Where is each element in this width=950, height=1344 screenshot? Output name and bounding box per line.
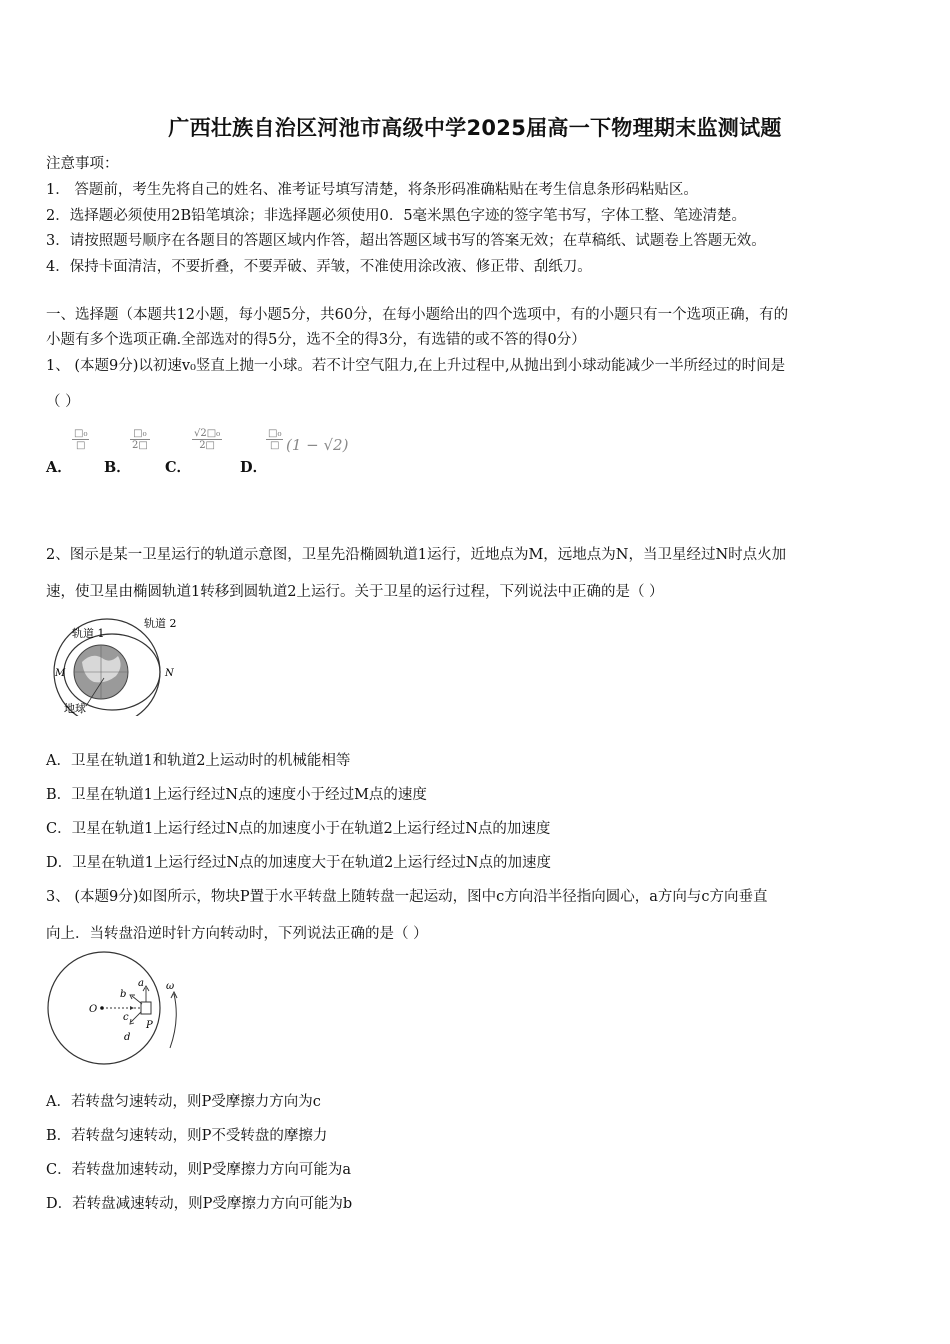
- q2-option-c: C．卫星在轨道1上运行经过N点的加速度小于在轨道2上运行经过N点的加速度: [46, 821, 551, 837]
- label-b: b: [120, 989, 127, 1000]
- q3-turntable-figure: [44, 950, 184, 1070]
- q2-option-b: B．卫星在轨道1上运行经过N点的速度小于经过M点的速度: [46, 787, 427, 803]
- q3-option-b: B．若转盘匀速转动，则P不受转盘的摩擦力: [46, 1128, 328, 1144]
- label-d: d: [124, 1032, 131, 1043]
- label-a: a: [138, 978, 144, 989]
- earth-label: 地球: [64, 702, 86, 715]
- notice-item-4: 4．保持卡面清洁，不要折叠，不要弄破、弄皱，不准使用涂改液、修正带、刮纸刀。: [46, 259, 592, 275]
- q3-option-a: A．若转盘匀速转动，则P受摩擦力方向为c: [46, 1094, 321, 1110]
- q1-option-a-denominator: □: [76, 440, 86, 451]
- q1-option-c-label: C．: [165, 459, 192, 476]
- arrow-c-head: [130, 1006, 134, 1010]
- point-n-label: N: [165, 668, 174, 679]
- section-intro-line1: 一、选择题（本题共12小题，每小题5分，共60分，在每小题给出的四个选项中，有的小题只有一个选项正确，有的: [46, 307, 789, 323]
- q2-option-a: A．卫星在轨道1和轨道2上运动时的机械能相等: [46, 753, 351, 769]
- orbit-1-label: 轨道 1: [72, 627, 105, 640]
- q1-answer-paren: （ ）: [46, 394, 80, 410]
- q1-stem: 1、 (本题9分)以初速v₀竖直上抛一小球。若不计空气阻力,在上升过程中,从抛出到小球动能减少一半所经过的时间是: [46, 358, 786, 374]
- notice-item-1: 1． 答题前，考生先将自己的姓名、准考证号填写清楚，将条形码准确粘贴在考生信息条形码粘贴区。: [46, 182, 698, 198]
- block-p: [141, 1002, 151, 1014]
- q3-stem-line1: 3、 (本题9分)如图所示，物块P置于水平转盘上随转盘一起运动，图中c方向沿半径指向圆心，a方向与c方向垂直: [46, 889, 768, 905]
- point-m-label: M: [55, 668, 66, 679]
- q1-option-b-fraction: [130, 428, 150, 451]
- q1-option-d-factor: (1 − √2): [286, 436, 349, 454]
- q1-option-a-label: A．: [46, 459, 72, 476]
- q3-option-c: C．若转盘加速转动，则P受摩擦力方向可能为a: [46, 1162, 351, 1178]
- q1-option-c-fraction: [192, 428, 222, 451]
- q2-stem-line2: 速，使卫星由椭圆轨道1转移到圆轨道2上运行。关于卫星的运行过程，下列说法中正确的是（ ）: [46, 584, 664, 600]
- section-intro-line2: 小题有多个选项正确.全部选对的得5分，选不全的得3分，有选错的或不答的得0分）: [46, 332, 586, 348]
- q1-option-b-label: B．: [104, 459, 131, 476]
- notice-heading: 注意事项：: [46, 156, 119, 172]
- q2-orbit-figure: [44, 612, 194, 716]
- notice-item-3: 3．请按照题号顺序在各题目的答题区域内作答，超出答题区域书写的答案无效；在草稿纸、试题卷上答题无效。: [46, 233, 766, 249]
- center-o-dot: [100, 1006, 104, 1010]
- page-title: 广西壮族自治区河池市高级中学2025届高一下物理期末监测试题: [168, 116, 782, 140]
- orbit-2-label: 轨道 2: [144, 617, 177, 630]
- label-omega: ω: [166, 981, 175, 992]
- q1-option-b-denominator: 2□: [132, 440, 148, 451]
- q1-option-b-numerator: □₀: [130, 428, 150, 440]
- q3-option-d: D．若转盘减速转动，则P受摩擦力方向可能为b: [46, 1196, 353, 1212]
- q1-option-c-numerator: √2□₀: [194, 428, 221, 439]
- q1-option-d-numerator: □₀: [268, 428, 282, 439]
- q1-option-d-denominator: □: [270, 440, 280, 451]
- q1-option-c-denominator: 2□: [199, 440, 215, 451]
- q2-stem-line1: 2、图示是某一卫星运行的轨道示意图，卫星先沿椭圆轨道1运行，近地点为M，远地点为N，当卫星经过N时点火加: [46, 547, 787, 563]
- q1-option-a-fraction: [72, 428, 89, 451]
- q1-option-a-numerator: □₀: [74, 428, 88, 439]
- q1-option-d-label: D．: [240, 459, 268, 476]
- q1-option-d-fraction: [266, 428, 283, 451]
- notice-item-2: 2．选择题必须使用2B铅笔填涂；非选择题必须使用0．5毫米黑色字迹的签字笔书写，字体工整、笔迹清楚。: [46, 208, 747, 224]
- q3-stem-line2: 向上．当转盘沿逆时针方向转动时，下列说法正确的是（ ）: [46, 926, 428, 942]
- arrow-b: [132, 996, 142, 1004]
- arrow-d: [131, 1012, 141, 1022]
- label-c: c: [123, 1012, 129, 1023]
- rotation-arrow: [170, 994, 176, 1048]
- q2-option-d: D．卫星在轨道1上运行经过N点的加速度大于在轨道2上运行经过N点的加速度: [46, 855, 551, 871]
- label-o: O: [89, 1004, 98, 1015]
- label-p: P: [146, 1020, 153, 1031]
